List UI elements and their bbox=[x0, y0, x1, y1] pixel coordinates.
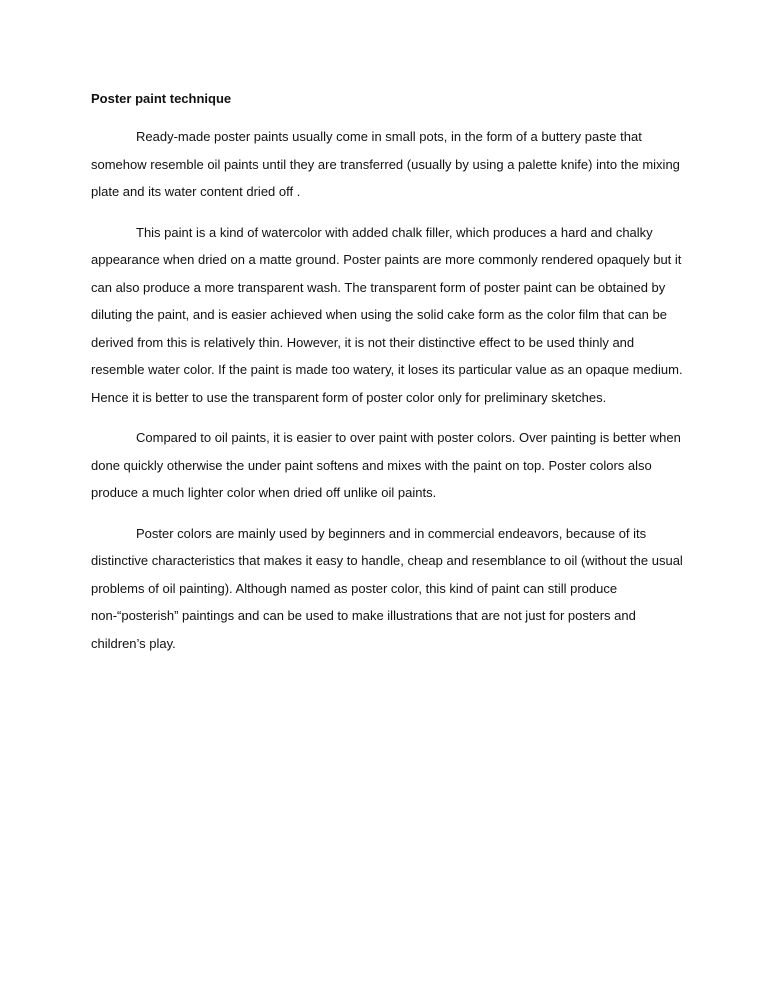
paragraph-1: Ready-made poster paints usually come in small pots, in the form of a buttery paste that somehow resemble oil paints until they are transferred (usually by using a palette knife) into the mixing plate and its water content dried off . bbox=[91, 129, 680, 199]
document-title: Poster paint technique bbox=[91, 91, 232, 106]
document-body bbox=[91, 88, 687, 670]
paragraph-3: Compared to oil paints, it is easier to over paint with poster colors. Over painting is better when done quickly otherwise the under paint softens and mixes with the paint on top. Poster colors also produce a much lighter color when dried off unlike oil paints. bbox=[91, 430, 681, 500]
paragraph-2: This paint is a kind of watercolor with added chalk filler, which produces a hard and chalky appearance when dried on a matte ground. Poster paints are more commonly rendered opaquely but it can also produce a more transparent wash. The transparent form of poster paint can be obtained by diluting the paint, and is easier achieved when using the solid cake form as the color film that can be derived from this is relatively thin. However, it is not their distinctive effect to be used thinly and resemble water color. If the paint is made too watery, it loses its particular value as an opaque medium. Hence it is better to use the transparent form of poster color only for preliminary sketches. bbox=[91, 224, 683, 405]
paragraph-4: Poster colors are mainly used by beginners and in commercial endeavors, because of its distinctive characteristics that makes it easy to handle, cheap and resemblance to oil (without the usual problems of oil painting). Although named as poster color, this kind of paint can still produce non-“posterish” paintings and can be used to make illustrations that are not just for posters and children’s play. bbox=[91, 525, 683, 651]
